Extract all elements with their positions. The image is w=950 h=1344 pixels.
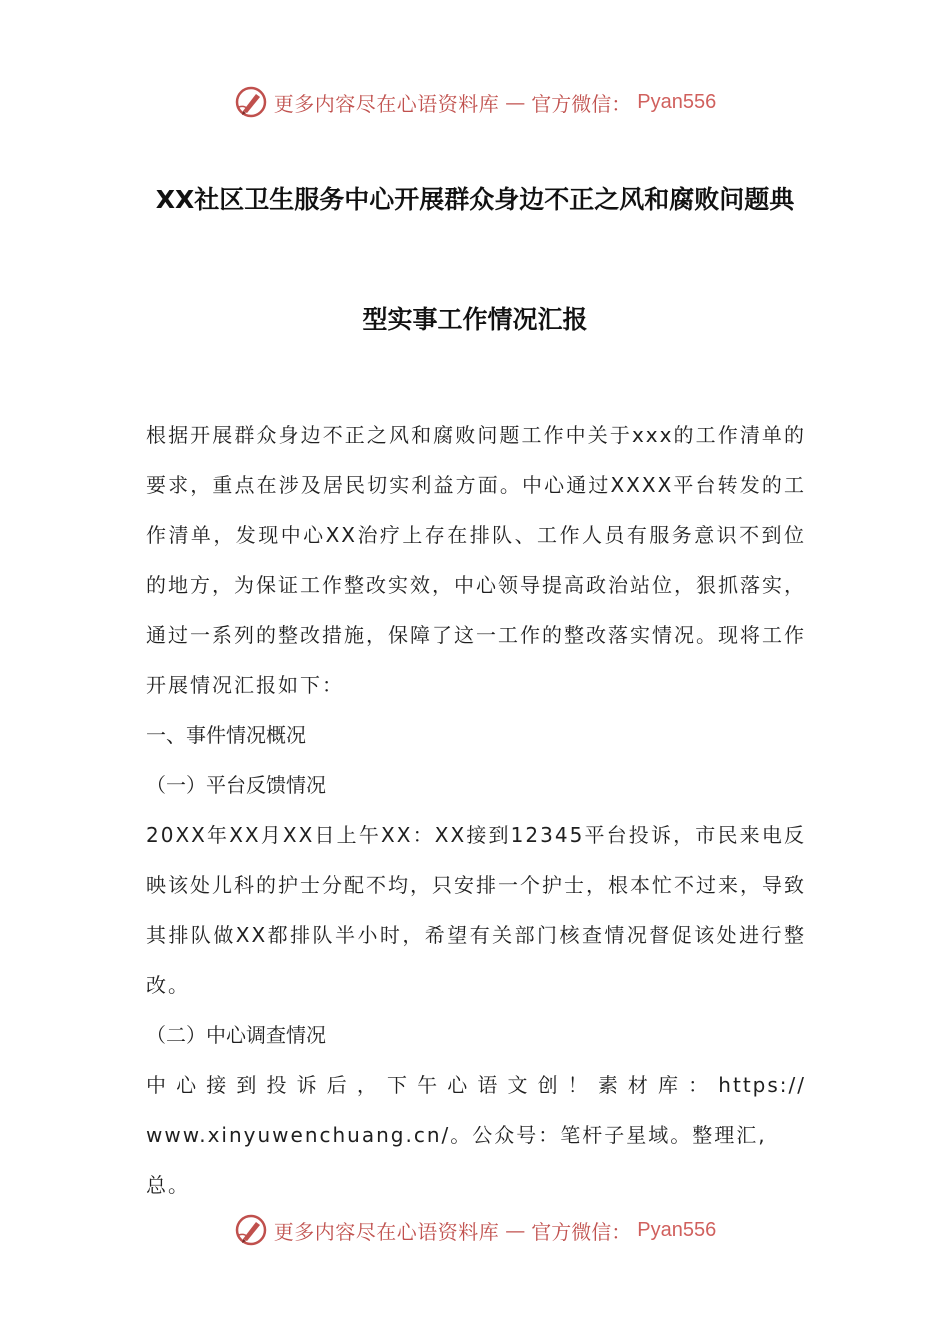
subsection-heading-2: （二）中心调查情况	[146, 1023, 326, 1047]
banner-separator: —	[505, 1218, 526, 1242]
intro-paragraph: 根据开展群众身边不正之风和腐败问题工作中关于xxx的工作清单的要求，重点在涉及居民切实利益方面。中心通过XXXX平台转发的工作清单，发现中心XX治疗上存在排队、工作人员有服务意识不到位的地方，为保证工作整改实效，中心领导提高政治站位，狠抓落实，通过一系列的整改措施，保障了这一工作的整改落实情况。现将工作开展情况汇报如下：	[146, 423, 806, 697]
banner-separator: —	[505, 90, 526, 114]
document-title-line-2: 型实事工作情况汇报	[362, 305, 588, 334]
banner-text: 更多内容尽在心语资料库	[273, 1219, 500, 1244]
investigation-line-2: www.xinyuwenchuang.cn/。公众号：笔杆子星域。整理汇,总。	[146, 1123, 767, 1197]
pen-logo-icon	[234, 85, 268, 119]
footer-banner	[0, 1210, 950, 1250]
feedback-paragraph: 20XX年XX月XX日上午XX：XX接到12345平台投诉，市民来电反映该处儿科的护士分配不均，只安排一个护士，根本忙不过来，导致其排队做XX都排队半小时，希望有关部门核查情况督促该处进行整改。	[146, 823, 806, 997]
document-body	[146, 410, 806, 1210]
document-title-line-1: XX社区卫生服务中心开展群众身边不正之风和腐败问题典	[155, 185, 795, 214]
investigation-line-1: 中心接到投诉后，下午心语文创！素材库：https://	[146, 1073, 806, 1097]
header-banner	[0, 82, 950, 122]
banner-wechat-id: Pyan556	[637, 1218, 717, 1241]
banner-wechat-label: 官方微信：	[531, 91, 632, 116]
banner-wechat-id: Pyan556	[637, 90, 717, 113]
banner-wechat-label: 官方微信：	[531, 1219, 632, 1244]
section-heading-1: 一、事件情况概况	[146, 723, 306, 747]
banner-text: 更多内容尽在心语资料库	[273, 91, 500, 116]
pen-logo-icon	[234, 1213, 268, 1247]
subsection-heading-1: （一）平台反馈情况	[146, 773, 326, 797]
